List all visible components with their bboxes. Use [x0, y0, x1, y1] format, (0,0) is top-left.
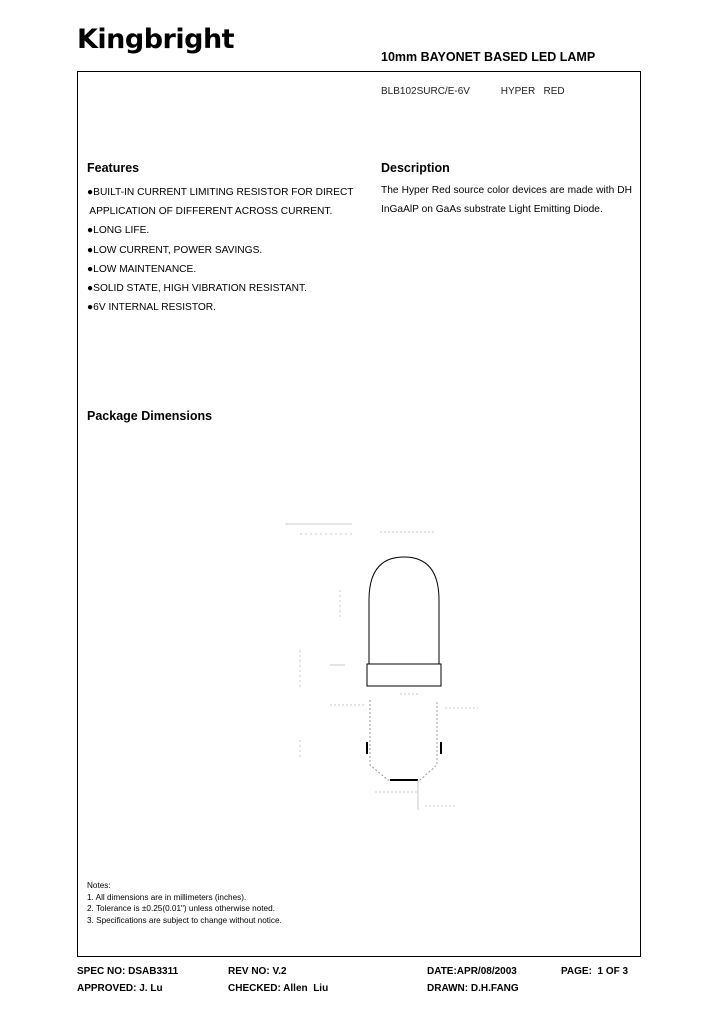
notes-heading: Notes: [87, 881, 111, 890]
emitting-color: HYPER RED [500, 86, 565, 97]
checked-by: CHECKED: Allen Liu [228, 983, 329, 994]
note-item: 2. Tolerance is ±0.25(0.01") unless otherwise noted. [87, 904, 275, 913]
features-heading: Features [87, 161, 140, 175]
kingbright-logo: Kingbright [77, 24, 235, 55]
feature-item: ●LOW CURRENT, POWER SAVINGS. [87, 244, 263, 256]
document-title: 10mm BAYONET BASED LED LAMP [381, 50, 596, 64]
feature-item: ●6V INTERNAL RESISTOR. [87, 302, 216, 314]
feature-item: ●LOW MAINTENANCE. [87, 263, 197, 275]
date: DATE:APR/08/2003 [427, 966, 517, 977]
page-number: PAGE: 1 OF 3 [561, 966, 629, 977]
feature-item: ●SOLID STATE, HIGH VIBRATION RESISTANT. [87, 283, 307, 295]
description-heading: Description [381, 161, 450, 175]
approved-by: APPROVED: J. Lu [77, 983, 163, 994]
led-base-outline [370, 700, 437, 780]
led-flange [367, 664, 441, 686]
feature-item: APPLICATION OF DIFFERENT ACROSS CURRENT. [87, 206, 333, 218]
drawn-by: DRAWN: D.H.FANG [427, 983, 519, 994]
note-item: 3. Specifications are subject to change without notice. [87, 915, 282, 925]
notes-block [87, 880, 282, 926]
description-text: The Hyper Red source color devices are made with DH InGaAlP on GaAs substrate Light Emitting Diode. [381, 185, 632, 216]
feature-item: ●BUILT-IN CURRENT LIMITING RESISTOR FOR DIRECT [87, 187, 354, 198]
led-dome-outline [369, 557, 439, 664]
dimension-lines [285, 524, 478, 810]
note-item: 1. All dimensions are in millimeters (inches). [87, 892, 247, 902]
package-dimensions-heading: Package Dimensions [87, 409, 213, 423]
part-number: BLB102SURC/E-6V [381, 86, 470, 97]
spec-number: SPEC NO: DSAB3311 [77, 966, 179, 977]
revision-number: REV NO: V.2 [228, 966, 287, 977]
feature-item: ●LONG LIFE. [87, 225, 150, 237]
